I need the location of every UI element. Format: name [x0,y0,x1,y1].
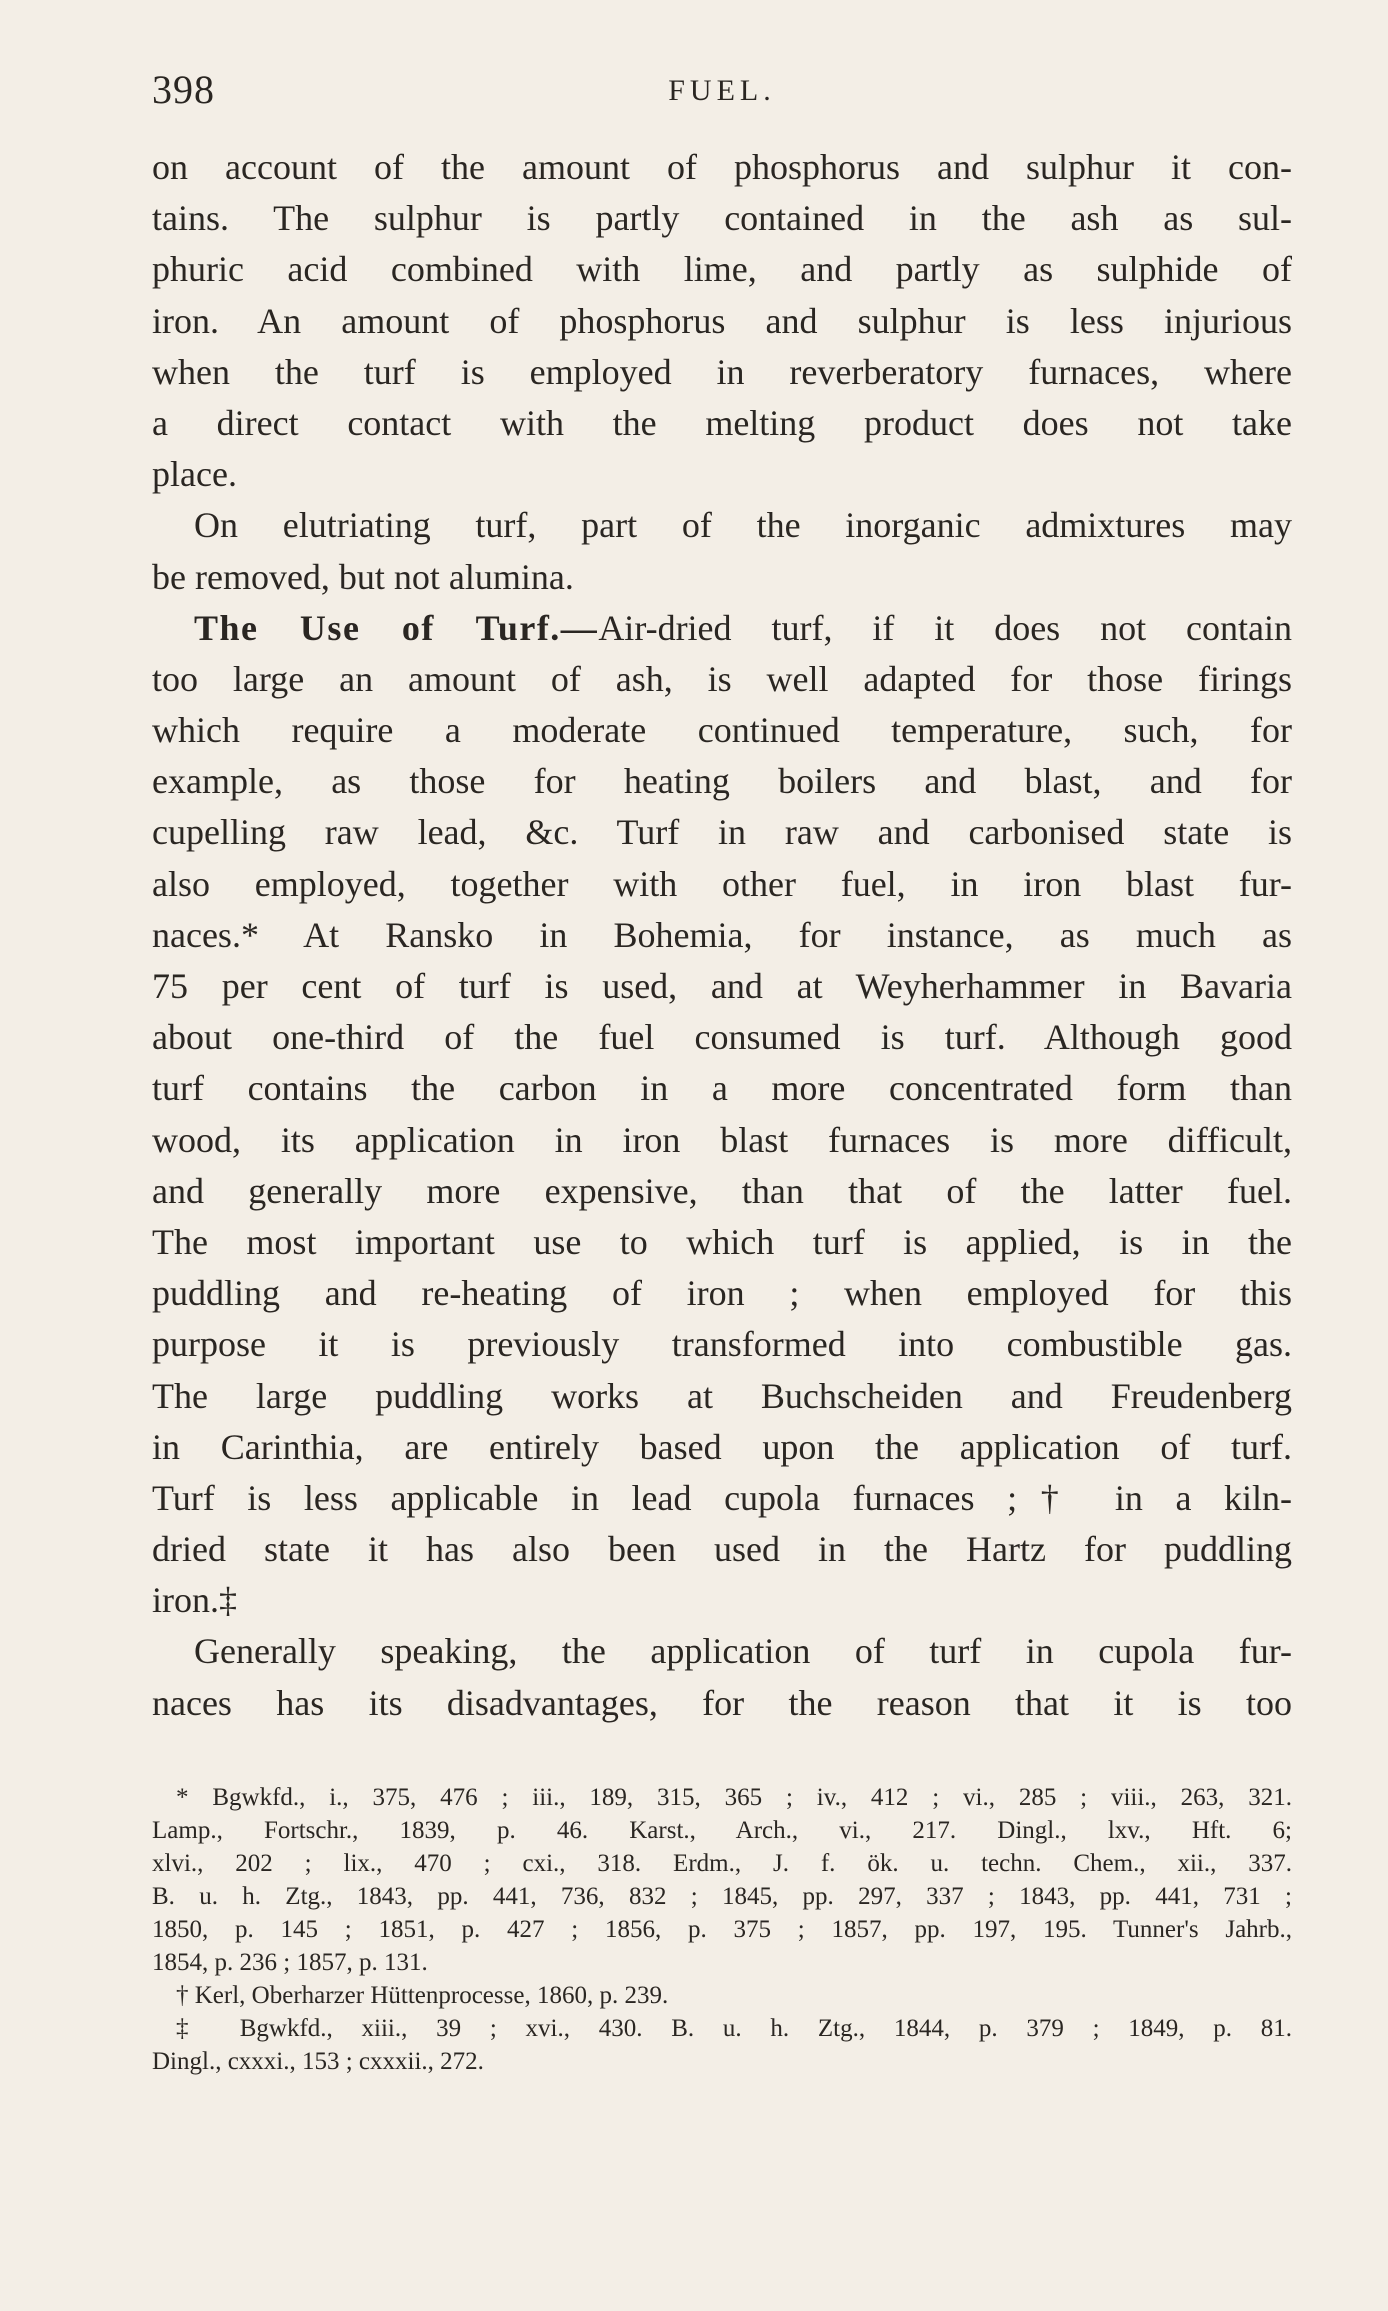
running-head: FUEL. [668,74,776,107]
text-line: tains. The sulphur is partly contained in the ash as sul- [152,198,1292,239]
text-line: On elutriating turf, part of the inorganic admixtures may [194,505,1292,546]
text-line: wood, its application in iron blast furnaces is more difficult, [152,1119,1292,1160]
text-line: dried state it has also been used in the Hartz for puddling [152,1529,1292,1570]
text-line: a direct contact with the melting product does not take [152,402,1292,443]
text-line: naces has its disadvantages, for the reason that it is too [152,1682,1292,1723]
text-span: Air-dried turf, if it does not contain [598,607,1292,648]
page-header [152,66,1292,116]
footnote-line: Dingl., cxxxi., 153 ; cxxxii., 272. [152,2048,484,2075]
footnote-line: 1850, p. 145 ; 1851, p. 427 ; 1856, p. 375 ; 1857, pp. 197, 195. Tunner's Jahrb., [152,1916,1292,1943]
text-line: about one-third of the fuel consumed is turf. Although good [152,1017,1292,1058]
text-line: Turf is less applicable in lead cupola furnaces ;† in a kiln- [152,1477,1292,1518]
footnote-line: xlvi., 202 ; lix., 470 ; cxi., 318. Erdm., J. f. ök. u. techn. Chem., xii., 337. [152,1850,1292,1877]
text-line: which require a moderate continued temperature, such, for [152,710,1292,751]
text-line: example, as those for heating boilers and blast, and for [152,761,1292,802]
text-line: The most important use to which turf is applied, is in the [152,1221,1292,1262]
section-title: The Use of Turf.— [194,607,599,648]
footnotes [152,1781,1292,2078]
text-line: iron.‡ [152,1580,237,1621]
text-line: be removed, but not alumina. [152,556,574,597]
text-line: place. [152,454,237,495]
footnote-line: Lamp., Fortschr., 1839, p. 46. Karst., Arch., vi., 217. Dingl., lxv., Hft. 6; [152,1817,1292,1844]
text-line: puddling and re-heating of iron ; when employed for this [152,1273,1292,1314]
text-line: iron. An amount of phosphorus and sulphur is less injurious [152,300,1292,341]
text-line: The large puddling works at Buchscheiden and Freudenberg [152,1375,1292,1416]
text-line: cupelling raw lead, &c. Turf in raw and carbonised state is [152,812,1292,853]
text-line: turf contains the carbon in a more concentrated form than [152,1068,1292,1109]
text-line: purpose it is previously transformed into combustible gas. [152,1324,1292,1365]
text-line: in Carinthia, are entirely based upon the application of turf. [152,1426,1292,1467]
text-line: naces.* At Ransko in Bohemia, for instance, as much as [152,914,1292,955]
text-line: on account of the amount of phosphorus and sulphur it con- [152,147,1292,187]
text-line: when the turf is employed in reverberatory furnaces, where [152,351,1292,392]
text-line: phuric acid combined with lime, and partly as sulphide of [152,249,1292,290]
footnote-line: 1854, p. 236 ; 1857, p. 131. [152,1949,428,1976]
footnote-line: * Bgwkfd., i., 375, 476 ; iii., 189, 315, 365 ; iv., 412 ; vi., 285 ; viii., 263, 321. [176,1784,1292,1811]
section-title-line [152,603,1292,654]
text-line: 75 per cent of turf is used, and at Weyherhammer in Bavaria [152,966,1292,1006]
body-text [152,142,1292,1729]
page-number: 398 [152,67,215,112]
footnote-line: † Kerl, Oberharzer Hüttenprocesse, 1860, p. 239. [176,1982,669,2009]
footnote-line: B. u. h. Ztg., 1843, pp. 441, 736, 832 ; 1845, pp. 297, 337 ; 1843, pp. 441, 731 ; [152,1883,1292,1910]
text-line: also employed, together with other fuel, in iron blast fur- [152,863,1292,904]
footnote-line: ‡ Bgwkfd., xiii., 39 ; xvi., 430. B. u. h. Ztg., 1844, p. 379 ; 1849, p. 81. [176,2015,1292,2042]
text-line: Generally speaking, the application of turf in cupola fur- [194,1631,1292,1672]
text-line: too large an amount of ash, is well adapted for those firings [152,658,1292,699]
text-line: and generally more expensive, than that of the latter fuel. [152,1170,1292,1211]
